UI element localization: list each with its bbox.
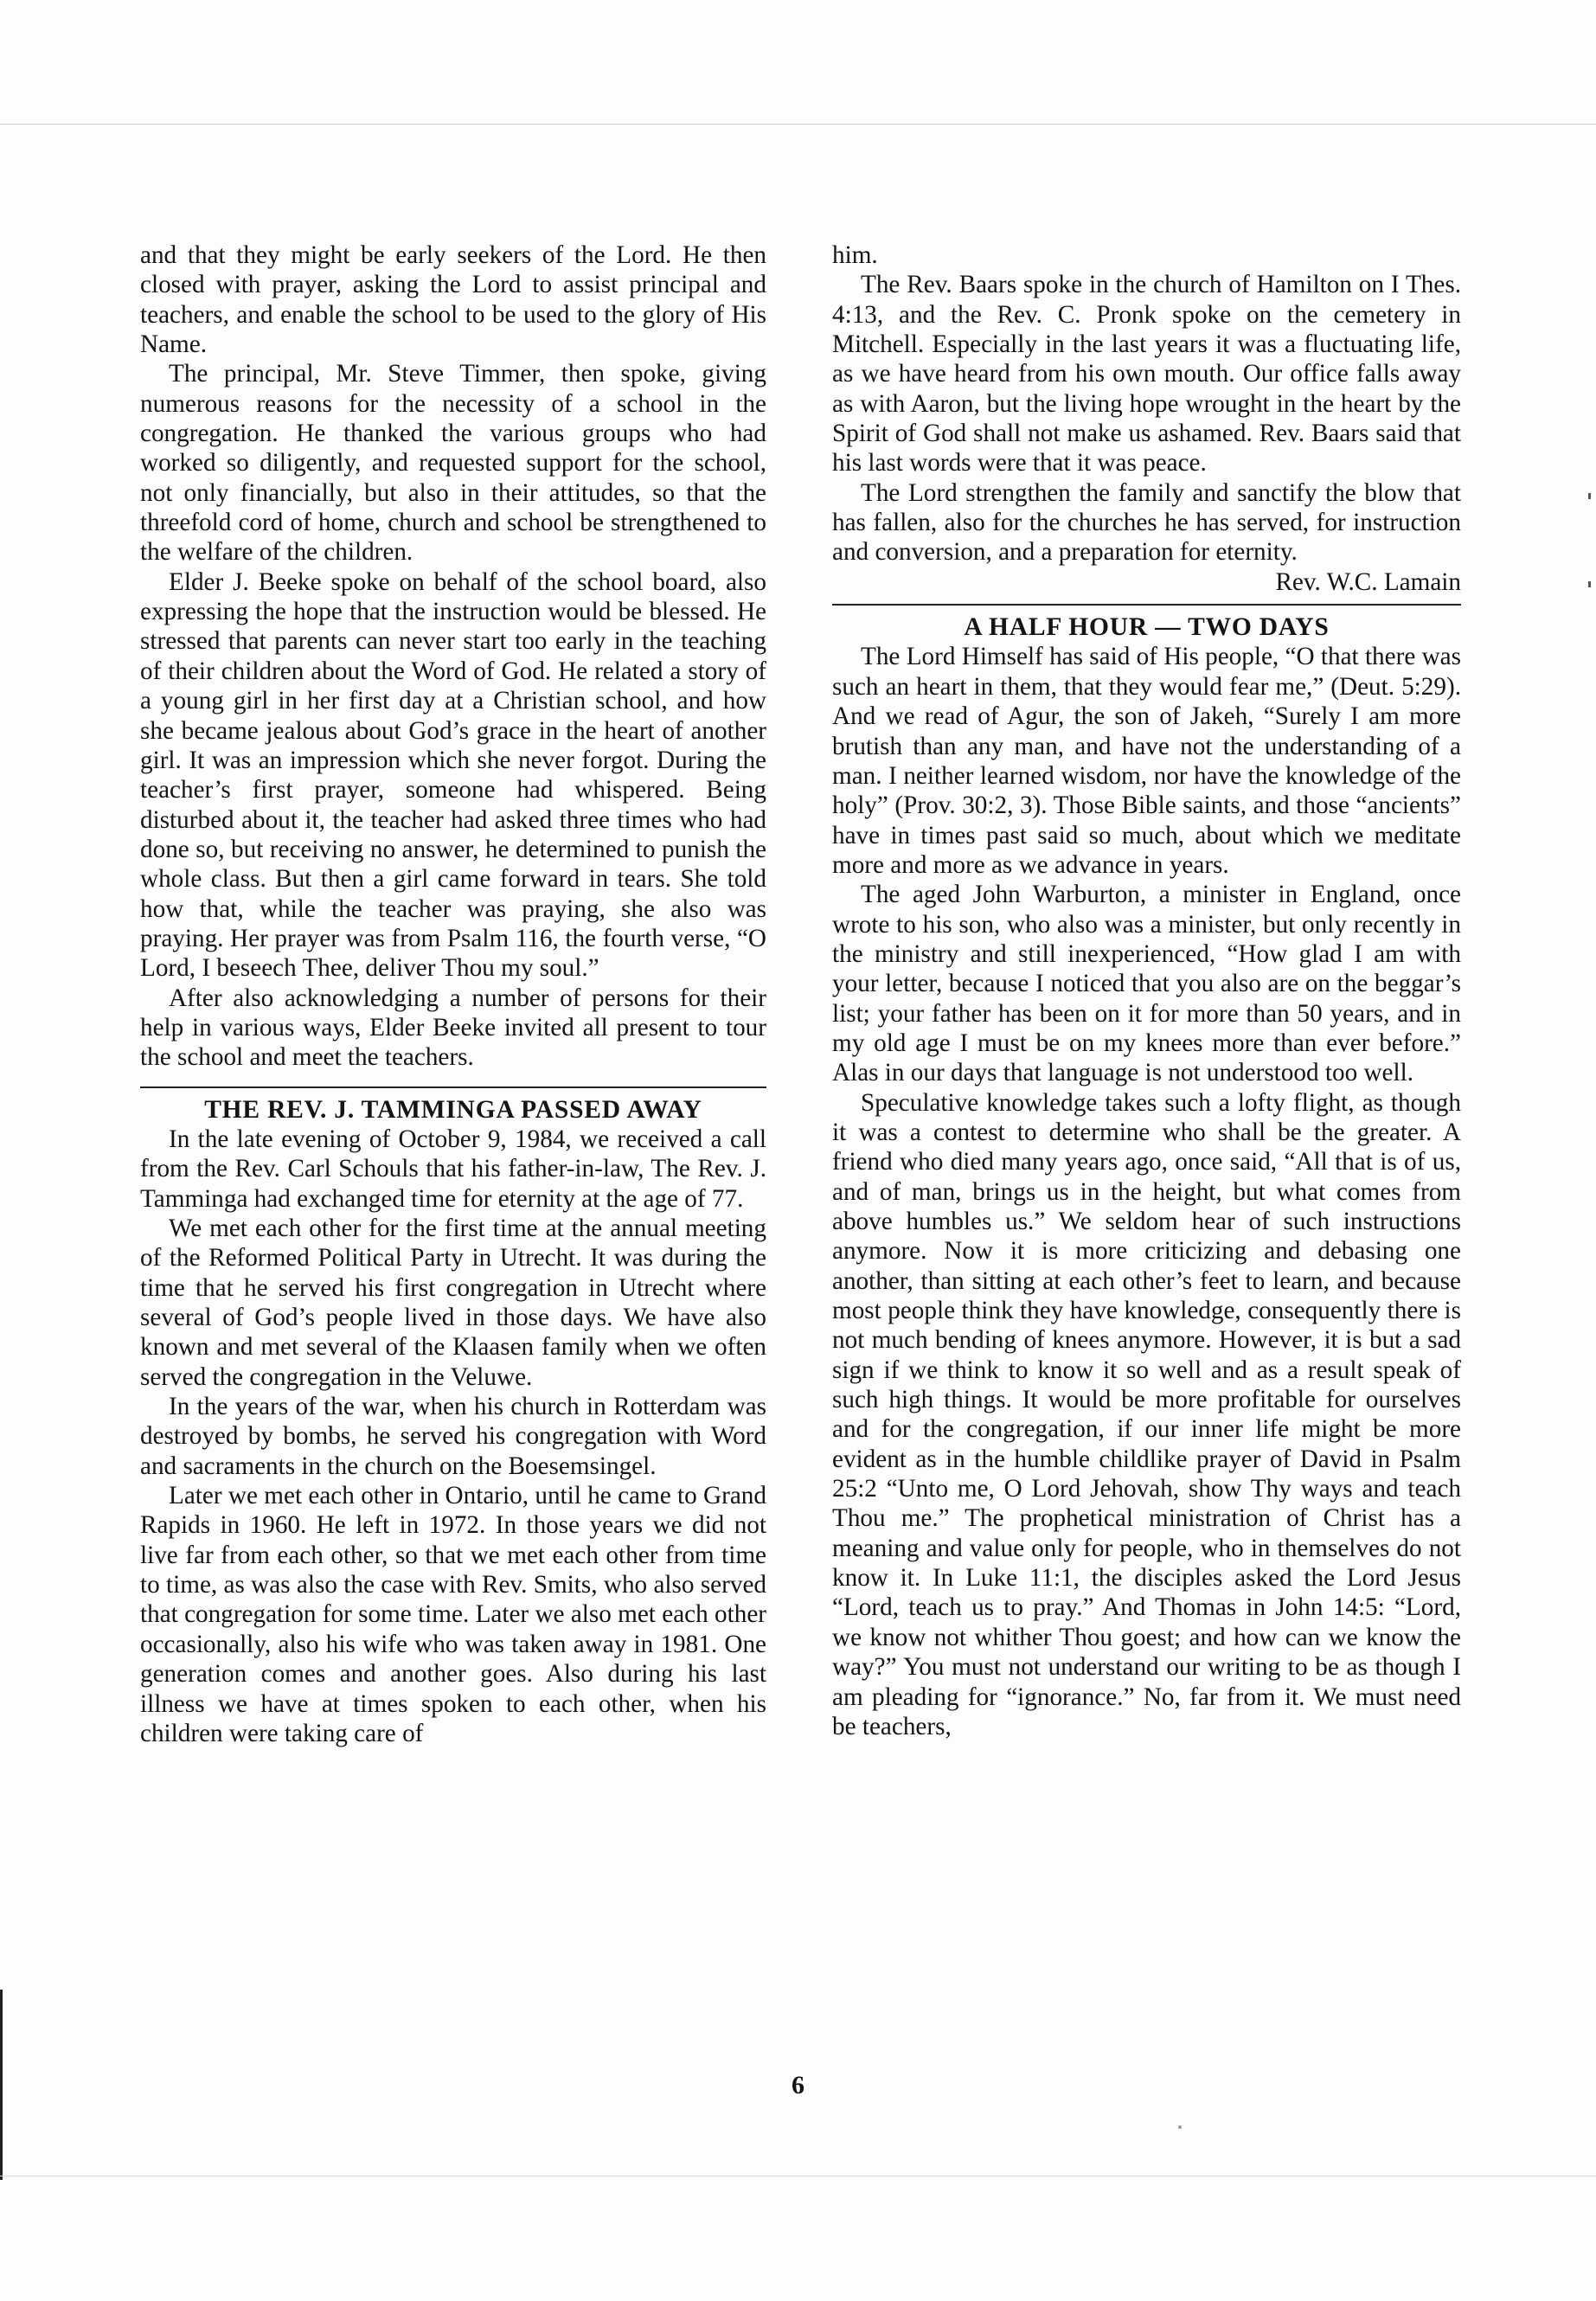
paragraph: After also acknowledging a number of persons for their help in various ways, Elder Beeke invited all present to tour the school and meet the teachers. <box>140 984 766 1072</box>
paragraph: Speculative knowledge takes such a lofty flight, as though it was a contest to determine who shall be the greater. A friend who died many years ago, once said, “All that is of us, and of man, brings us in the height, but what comes from above humbles us.” We seldom hear of such instructions anymore. Now it is more criticizing and debasing one another, than sitting at each other’s feet to learn, and because most people think they have knowledge, consequently there is not much bending of knees anymore. However, it is but a sad sign if we think to know it so well and as a result speak of such high things. It would be more profitable for ourselves and for the congregation, if our inner life might be more evident as in the humble childlike prayer of David in Psalm 25:2 “Unto me, O Lord Jehovah, show Thy ways and teach Thou me.” The prophetical ministration of Christ has a meaning and value only for people, who in themselves do not know it. In Luke 11:1, the disciples asked the Lord Jesus “Lord, teach us to pray.” And Thomas in John 14:5: “Lord, we know not whither Thou goest; and how can we know the way?” You must not understand our writing to be as though I am pleading for “ignorance.” No, far from it. We must need be teachers, <box>832 1088 1461 1740</box>
paragraph: The principal, Mr. Steve Timmer, then spoke, giving numerous reasons for the necessity of a school in the congregation. He thanked the various groups who had worked so diligently, and requested support for the school, not only financially, but also in their attitudes, so that the threefold cord of home, church and school be strengthened to the welfare of the children. <box>140 360 766 567</box>
paragraph: Elder J. Beeke spoke on behalf of the school board, also expressing the hope that the instruction would be blessed. He stressed that parents can never start too early in the teaching of their children about the Word of God. He related a story of a young girl in her first day at a Christian school, and how she became jealous about God’s grace in the heart of another girl. It was an impression which she never forgot. During the teacher’s first prayer, someone had whispered. Being disturbed about it, the teacher had asked three times who had done so, but receiving no answer, he determined to punish the whole class. But then a girl came forward in tears. She told how that, while the teacher was praying, she also was praying. Her prayer was from Psalm 116, the fourth verse, “O Lord, I beseech Thee, deliver Thou my soul.” <box>140 567 766 983</box>
paragraph: and that they might be early seekers of the Lord. He then closed with prayer, asking the Lord to assist principal and teachers, and enable the school to be used to the glory of His Name. <box>140 241 766 359</box>
signature: Rev. W.C. Lamain <box>1275 567 1461 596</box>
page-top-border <box>0 124 1596 125</box>
section-divider <box>140 1086 766 1088</box>
paragraph: him. <box>832 241 878 269</box>
scan-speck <box>1588 493 1591 499</box>
section-divider <box>832 604 1461 606</box>
paragraph: The Rev. Baars spoke in the church of Hamilton on I Thes. 4:13, and the Rev. C. Pronk spoke on the cemetery in Mitchell. Especially in the last years it was a fluctuating life, as we have heard from his own mouth. Our office falls away as with Aaron, but the living hope wrought in the heart by the Spirit of God shall not make us ashamed. Rev. Baars said that his last words were that it was peace. <box>832 271 1461 478</box>
scan-speck <box>1588 581 1591 587</box>
section-heading-tamminga: THE REV. J. TAMMINGA PASSED AWAY <box>204 1095 702 1124</box>
scan-speck <box>1178 2125 1182 2129</box>
paragraph: Later we met each other in Ontario, until he came to Grand Rapids in 1960. He left in 1972. In those years we did not live far from each other, so that we met each other from time to time, as was also the case with Rev. Smits, who also served that congregation for some time. Later we also met each other occasionally, also his wife who was taken away in 1981. One generation comes and another goes. Also during his last illness we have at times spoken to each other, when his children were taking care of <box>140 1482 766 1747</box>
paragraph: In the years of the war, when his church in Rotterdam was destroyed by bombs, he served his congregation with Word and sacraments in the church on the Boesemsingel. <box>140 1393 766 1480</box>
paragraph: We met each other for the first time at the annual meeting of the Reformed Political Party in Utrecht. It was during the time that he served his first congregation in Utrecht where several of God’s people lived in those days. We have also known and met several of the Klaasen family when we often served the congregation in the Veluwe. <box>140 1215 766 1391</box>
paragraph: The aged John Warburton, a minister in England, once wrote to his son, who also was a minister, but only recently in the ministry and still inexperienced, “How glad I am with your letter, because I noticed that you also are on the beggar’s list; your father has been on it for more than 50 years, and in my old age I must be on my knees more than ever before.” Alas in our days that language is not understood too well. <box>832 881 1461 1087</box>
right-column <box>832 240 1461 1741</box>
paragraph: The Lord strengthen the family and sanctify the blow that has fallen, also for the churches he has served, for instruction and conversion, and a preparation for eternity. <box>832 478 1461 567</box>
section-heading-half-hour: A HALF HOUR — TWO DAYS <box>964 613 1330 642</box>
signature-line <box>832 567 1461 597</box>
left-column <box>140 240 766 1748</box>
paragraph: The Lord Himself has said of His people, “O that there was such an heart in them, that they would fear me,” (Deut. 5:29). And we read of Agur, the son of Jakeh, “Surely I am more brutish than any man, and have not the understanding of a man. I neither learned wisdom, nor have the knowledge of the holy” (Prov. 30:2, 3). Those Bible saints, and those “ancients” have in times past said so much, about which we meditate more and more as we advance in years. <box>832 643 1461 879</box>
paragraph: In the late evening of October 9, 1984, we received a call from the Rev. Carl Schouls that his father-in-law, The Rev. J. Tamminga had exchanged time for eternity at the age of 77. <box>140 1125 766 1213</box>
page-number: 6 <box>792 2071 804 2099</box>
